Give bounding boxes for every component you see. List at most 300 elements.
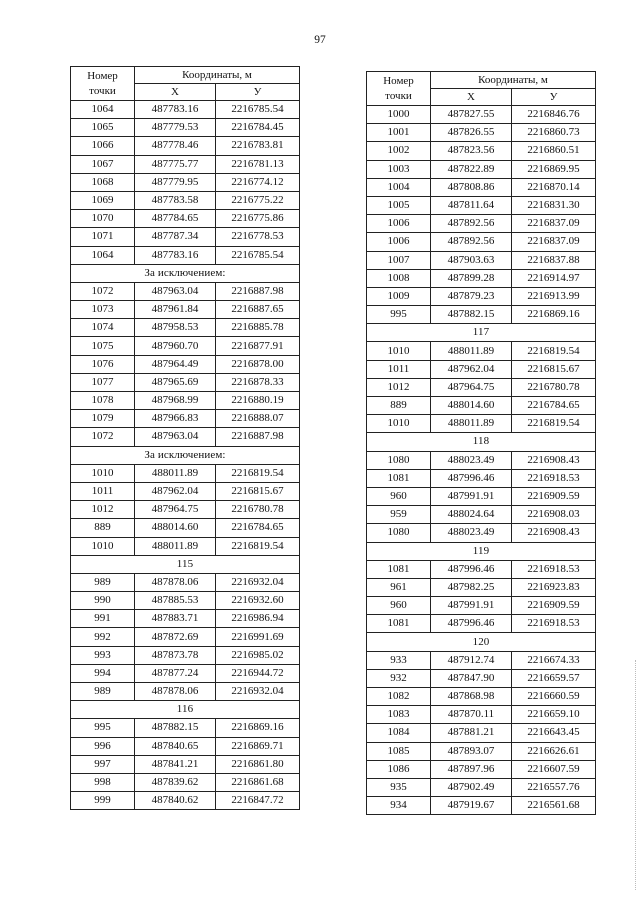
x-coordinate-cell: 487783.58 <box>135 191 216 209</box>
table-row <box>367 724 596 742</box>
table-row <box>367 451 596 469</box>
x-coordinate-cell: 487964.75 <box>135 501 216 519</box>
point-number-cell: 1084 <box>367 724 431 742</box>
y-coordinate-cell: 2216784.65 <box>512 397 596 415</box>
table-row <box>71 537 300 555</box>
table-row <box>71 773 300 791</box>
table-row <box>71 137 300 155</box>
x-coordinate-cell: 487996.46 <box>431 615 512 633</box>
y-coordinate-cell: 2216561.68 <box>512 797 596 815</box>
point-number-cell: 995 <box>367 306 431 324</box>
table-row <box>367 797 596 815</box>
y-coordinate-cell: 2216783.81 <box>216 137 300 155</box>
header-x: X <box>135 84 216 101</box>
y-coordinate-cell: 2216887.98 <box>216 428 300 446</box>
table-row <box>367 142 596 160</box>
table-row <box>367 578 596 596</box>
x-coordinate-cell: 487841.21 <box>135 755 216 773</box>
table-row <box>71 119 300 137</box>
y-coordinate-cell: 2216837.09 <box>512 215 596 233</box>
x-coordinate-cell: 487903.63 <box>431 251 512 269</box>
point-number-cell: 1012 <box>367 378 431 396</box>
point-number-cell: 1080 <box>367 451 431 469</box>
x-coordinate-cell: 487840.65 <box>135 737 216 755</box>
y-coordinate-cell: 2216869.71 <box>216 737 300 755</box>
section-row <box>367 324 596 342</box>
table-row <box>367 469 596 487</box>
table-row <box>367 487 596 505</box>
point-number-cell: 1077 <box>71 373 135 391</box>
table-row <box>71 482 300 500</box>
section-label: 117 <box>367 324 596 342</box>
y-coordinate-cell: 2216831.30 <box>512 196 596 214</box>
x-coordinate-cell: 487996.46 <box>431 560 512 578</box>
x-coordinate-cell: 487840.62 <box>135 792 216 810</box>
table-row <box>71 228 300 246</box>
y-coordinate-cell: 2216991.69 <box>216 628 300 646</box>
point-number-cell: 991 <box>71 610 135 628</box>
point-number-cell: 1009 <box>367 287 431 305</box>
table-row <box>71 392 300 410</box>
x-coordinate-cell: 487882.15 <box>135 719 216 737</box>
y-coordinate-cell: 2216918.53 <box>512 469 596 487</box>
x-coordinate-cell: 487960.70 <box>135 337 216 355</box>
x-coordinate-cell: 487892.56 <box>431 215 512 233</box>
table-row <box>71 519 300 537</box>
y-coordinate-cell: 2216643.45 <box>512 724 596 742</box>
table-row <box>71 628 300 646</box>
y-coordinate-cell: 2216870.14 <box>512 178 596 196</box>
y-coordinate-cell: 2216887.98 <box>216 282 300 300</box>
table-row <box>367 560 596 578</box>
point-number-cell: 1070 <box>71 210 135 228</box>
table-row <box>71 683 300 701</box>
y-coordinate-cell: 2216923.83 <box>512 578 596 596</box>
point-number-cell: 994 <box>71 664 135 682</box>
y-coordinate-cell: 2216607.59 <box>512 760 596 778</box>
point-number-cell: 935 <box>367 778 431 796</box>
x-coordinate-cell: 487778.46 <box>135 137 216 155</box>
y-coordinate-cell: 2216784.45 <box>216 119 300 137</box>
x-coordinate-cell: 487822.89 <box>431 160 512 178</box>
table-row <box>367 106 596 124</box>
y-coordinate-cell: 2216785.54 <box>216 246 300 264</box>
point-number-cell: 1012 <box>71 501 135 519</box>
x-coordinate-cell: 487787.34 <box>135 228 216 246</box>
x-coordinate-cell: 487965.69 <box>135 373 216 391</box>
section-row <box>367 633 596 651</box>
table-row <box>71 737 300 755</box>
section-row <box>71 264 300 282</box>
table-row <box>367 360 596 378</box>
point-number-cell: 1085 <box>367 742 431 760</box>
x-coordinate-cell: 487963.04 <box>135 282 216 300</box>
table-row <box>71 210 300 228</box>
x-coordinate-cell: 487826.55 <box>431 124 512 142</box>
x-coordinate-cell: 487839.62 <box>135 773 216 791</box>
point-number-cell: 932 <box>367 669 431 687</box>
x-coordinate-cell: 487882.15 <box>431 306 512 324</box>
x-coordinate-cell: 488011.89 <box>135 464 216 482</box>
point-number-cell: 992 <box>71 628 135 646</box>
table-row <box>367 342 596 360</box>
y-coordinate-cell: 2216819.54 <box>216 464 300 482</box>
point-number-cell: 1007 <box>367 251 431 269</box>
point-number-cell: 961 <box>367 578 431 596</box>
table-row <box>367 778 596 796</box>
x-coordinate-cell: 487919.67 <box>431 797 512 815</box>
x-coordinate-cell: 488011.89 <box>135 537 216 555</box>
point-number-cell: 998 <box>71 773 135 791</box>
x-coordinate-cell: 487879.23 <box>431 287 512 305</box>
x-coordinate-cell: 487878.06 <box>135 573 216 591</box>
y-coordinate-cell: 2216775.86 <box>216 210 300 228</box>
table-row <box>71 464 300 482</box>
x-coordinate-cell: 487775.77 <box>135 155 216 173</box>
scan-edge-artifact <box>635 660 638 890</box>
x-coordinate-cell: 487982.25 <box>431 578 512 596</box>
x-coordinate-cell: 488014.60 <box>431 397 512 415</box>
y-coordinate-cell: 2216815.67 <box>512 360 596 378</box>
point-number-cell: 997 <box>71 755 135 773</box>
y-coordinate-cell: 2216913.99 <box>512 287 596 305</box>
table-body-right <box>367 106 596 815</box>
y-coordinate-cell: 2216626.61 <box>512 742 596 760</box>
x-coordinate-cell: 487878.06 <box>135 683 216 701</box>
table-row <box>367 415 596 433</box>
table-row <box>367 688 596 706</box>
table-row <box>367 160 596 178</box>
table-row <box>71 155 300 173</box>
y-coordinate-cell: 2216674.33 <box>512 651 596 669</box>
point-number-cell: 1072 <box>71 282 135 300</box>
x-coordinate-cell: 488023.49 <box>431 524 512 542</box>
y-coordinate-cell: 2216775.22 <box>216 191 300 209</box>
table-row <box>367 597 596 615</box>
table-row <box>71 664 300 682</box>
point-number-cell: 889 <box>367 397 431 415</box>
point-number-cell: 1086 <box>367 760 431 778</box>
point-number-cell: 1010 <box>367 342 431 360</box>
point-number-cell: 1005 <box>367 196 431 214</box>
point-number-cell: 1064 <box>71 246 135 264</box>
point-number-cell: 989 <box>71 573 135 591</box>
section-row <box>71 555 300 573</box>
table-row <box>367 196 596 214</box>
point-number-cell: 1083 <box>367 706 431 724</box>
x-coordinate-cell: 487893.07 <box>431 742 512 760</box>
x-coordinate-cell: 487912.74 <box>431 651 512 669</box>
point-number-cell: 990 <box>71 592 135 610</box>
x-coordinate-cell: 487823.56 <box>431 142 512 160</box>
coordinates-table-right <box>366 71 596 815</box>
y-coordinate-cell: 2216847.72 <box>216 792 300 810</box>
y-coordinate-cell: 2216819.54 <box>512 415 596 433</box>
y-coordinate-cell: 2216846.76 <box>512 106 596 124</box>
y-coordinate-cell: 2216932.60 <box>216 592 300 610</box>
x-coordinate-cell: 487885.53 <box>135 592 216 610</box>
header-point-number: Номер точки <box>367 72 431 106</box>
point-number-cell: 1066 <box>71 137 135 155</box>
x-coordinate-cell: 487964.75 <box>431 378 512 396</box>
table-row <box>71 428 300 446</box>
point-number-cell: 1001 <box>367 124 431 142</box>
section-row <box>367 433 596 451</box>
point-number-cell: 999 <box>71 792 135 810</box>
x-coordinate-cell: 487966.83 <box>135 410 216 428</box>
point-number-cell: 1010 <box>71 464 135 482</box>
point-number-cell: 1082 <box>367 688 431 706</box>
table-row <box>71 410 300 428</box>
table-row <box>71 191 300 209</box>
x-coordinate-cell: 487873.78 <box>135 646 216 664</box>
point-number-cell: 933 <box>367 651 431 669</box>
y-coordinate-cell: 2216780.78 <box>512 378 596 396</box>
x-coordinate-cell: 487877.24 <box>135 664 216 682</box>
point-number-cell: 1078 <box>71 392 135 410</box>
table-row <box>367 306 596 324</box>
table-row <box>367 269 596 287</box>
section-label: 115 <box>71 555 300 573</box>
table-row <box>367 742 596 760</box>
x-coordinate-cell: 487784.65 <box>135 210 216 228</box>
y-coordinate-cell: 2216774.12 <box>216 173 300 191</box>
table-row <box>367 760 596 778</box>
table-row <box>71 337 300 355</box>
section-row <box>71 701 300 719</box>
y-coordinate-cell: 2216781.13 <box>216 155 300 173</box>
table-row <box>71 173 300 191</box>
section-label: 120 <box>367 633 596 651</box>
y-coordinate-cell: 2216861.68 <box>216 773 300 791</box>
y-coordinate-cell: 2216780.78 <box>216 501 300 519</box>
y-coordinate-cell: 2216819.54 <box>216 537 300 555</box>
table-row <box>367 251 596 269</box>
y-coordinate-cell: 2216785.54 <box>216 101 300 119</box>
point-number-cell: 1003 <box>367 160 431 178</box>
header-coordinates: Координаты, м <box>135 67 300 84</box>
x-coordinate-cell: 487996.46 <box>431 469 512 487</box>
x-coordinate-cell: 487811.64 <box>431 196 512 214</box>
header-y: У <box>512 89 596 106</box>
y-coordinate-cell: 2216914.97 <box>512 269 596 287</box>
table-row <box>367 124 596 142</box>
y-coordinate-cell: 2216885.78 <box>216 319 300 337</box>
point-number-cell: 1004 <box>367 178 431 196</box>
y-coordinate-cell: 2216878.00 <box>216 355 300 373</box>
y-coordinate-cell: 2216887.65 <box>216 301 300 319</box>
x-coordinate-cell: 487968.99 <box>135 392 216 410</box>
point-number-cell: 1068 <box>71 173 135 191</box>
y-coordinate-cell: 2216908.43 <box>512 524 596 542</box>
point-number-cell: 1010 <box>367 415 431 433</box>
table-row <box>367 669 596 687</box>
point-number-cell: 1011 <box>367 360 431 378</box>
point-number-cell: 960 <box>367 597 431 615</box>
table-row <box>71 373 300 391</box>
point-number-cell: 934 <box>367 797 431 815</box>
table-row <box>71 646 300 664</box>
x-coordinate-cell: 487958.53 <box>135 319 216 337</box>
table-row <box>367 233 596 251</box>
x-coordinate-cell: 487779.53 <box>135 119 216 137</box>
x-coordinate-cell: 487883.71 <box>135 610 216 628</box>
x-coordinate-cell: 487872.69 <box>135 628 216 646</box>
point-number-cell: 995 <box>71 719 135 737</box>
y-coordinate-cell: 2216557.76 <box>512 778 596 796</box>
x-coordinate-cell: 487870.11 <box>431 706 512 724</box>
y-coordinate-cell: 2216815.67 <box>216 482 300 500</box>
table-row <box>71 610 300 628</box>
x-coordinate-cell: 487847.90 <box>431 669 512 687</box>
y-coordinate-cell: 2216944.72 <box>216 664 300 682</box>
table-row <box>367 287 596 305</box>
table-body-left <box>71 101 300 810</box>
y-coordinate-cell: 2216837.88 <box>512 251 596 269</box>
y-coordinate-cell: 2216909.59 <box>512 597 596 615</box>
x-coordinate-cell: 487899.28 <box>431 269 512 287</box>
y-coordinate-cell: 2216932.04 <box>216 573 300 591</box>
y-coordinate-cell: 2216888.07 <box>216 410 300 428</box>
x-coordinate-cell: 487868.98 <box>431 688 512 706</box>
x-coordinate-cell: 488023.49 <box>431 451 512 469</box>
coordinates-table-left <box>70 66 300 810</box>
y-coordinate-cell: 2216909.59 <box>512 487 596 505</box>
table-row <box>71 573 300 591</box>
table-row <box>71 319 300 337</box>
y-coordinate-cell: 2216861.80 <box>216 755 300 773</box>
y-coordinate-cell: 2216878.33 <box>216 373 300 391</box>
section-label: 118 <box>367 433 596 451</box>
point-number-cell: 1080 <box>367 524 431 542</box>
table-row <box>71 355 300 373</box>
point-number-cell: 1079 <box>71 410 135 428</box>
point-number-cell: 1073 <box>71 301 135 319</box>
point-number-cell: 889 <box>71 519 135 537</box>
point-number-cell: 1072 <box>71 428 135 446</box>
point-number-cell: 1071 <box>71 228 135 246</box>
table-row <box>367 397 596 415</box>
point-number-cell: 1006 <box>367 215 431 233</box>
point-number-cell: 1076 <box>71 355 135 373</box>
y-coordinate-cell: 2216659.57 <box>512 669 596 687</box>
point-number-cell: 996 <box>71 737 135 755</box>
table-row <box>367 178 596 196</box>
x-coordinate-cell: 487827.55 <box>431 106 512 124</box>
header-coordinates: Координаты, м <box>431 72 596 89</box>
x-coordinate-cell: 487963.04 <box>135 428 216 446</box>
x-coordinate-cell: 487808.86 <box>431 178 512 196</box>
point-number-cell: 1065 <box>71 119 135 137</box>
table-row <box>367 378 596 396</box>
y-coordinate-cell: 2216869.16 <box>512 306 596 324</box>
y-coordinate-cell: 2216869.95 <box>512 160 596 178</box>
point-number-cell: 1008 <box>367 269 431 287</box>
table-row <box>71 792 300 810</box>
y-coordinate-cell: 2216877.91 <box>216 337 300 355</box>
y-coordinate-cell: 2216869.16 <box>216 719 300 737</box>
table-row <box>71 719 300 737</box>
x-coordinate-cell: 487964.49 <box>135 355 216 373</box>
x-coordinate-cell: 487902.49 <box>431 778 512 796</box>
y-coordinate-cell: 2216784.65 <box>216 519 300 537</box>
y-coordinate-cell: 2216860.73 <box>512 124 596 142</box>
point-number-cell: 1064 <box>71 101 135 119</box>
point-number-cell: 989 <box>71 683 135 701</box>
section-label: За исключением: <box>71 446 300 464</box>
y-coordinate-cell: 2216819.54 <box>512 342 596 360</box>
y-coordinate-cell: 2216660.59 <box>512 688 596 706</box>
x-coordinate-cell: 487892.56 <box>431 233 512 251</box>
section-row <box>367 542 596 560</box>
x-coordinate-cell: 487991.91 <box>431 487 512 505</box>
table-row <box>367 215 596 233</box>
point-number-cell: 1081 <box>367 560 431 578</box>
y-coordinate-cell: 2216778.53 <box>216 228 300 246</box>
x-coordinate-cell: 487991.91 <box>431 597 512 615</box>
y-coordinate-cell: 2216908.03 <box>512 506 596 524</box>
table-row <box>71 101 300 119</box>
table-row <box>71 501 300 519</box>
table-row <box>367 506 596 524</box>
point-number-cell: 1006 <box>367 233 431 251</box>
point-number-cell: 1010 <box>71 537 135 555</box>
header-y: У <box>216 84 300 101</box>
table-row <box>367 651 596 669</box>
y-coordinate-cell: 2216918.53 <box>512 560 596 578</box>
x-coordinate-cell: 487779.95 <box>135 173 216 191</box>
y-coordinate-cell: 2216659.10 <box>512 706 596 724</box>
point-number-cell: 1067 <box>71 155 135 173</box>
y-coordinate-cell: 2216918.53 <box>512 615 596 633</box>
table-row <box>367 706 596 724</box>
point-number-cell: 1000 <box>367 106 431 124</box>
point-number-cell: 1011 <box>71 482 135 500</box>
table-row <box>71 755 300 773</box>
x-coordinate-cell: 487962.04 <box>135 482 216 500</box>
table-row <box>367 524 596 542</box>
x-coordinate-cell: 488011.89 <box>431 415 512 433</box>
x-coordinate-cell: 487783.16 <box>135 246 216 264</box>
x-coordinate-cell: 487961.84 <box>135 301 216 319</box>
x-coordinate-cell: 487881.21 <box>431 724 512 742</box>
x-coordinate-cell: 487962.04 <box>431 360 512 378</box>
table-row <box>71 246 300 264</box>
point-number-cell: 1002 <box>367 142 431 160</box>
point-number-cell: 1075 <box>71 337 135 355</box>
x-coordinate-cell: 488024.64 <box>431 506 512 524</box>
x-coordinate-cell: 488011.89 <box>431 342 512 360</box>
table-row <box>367 615 596 633</box>
page-number: 97 <box>314 34 326 46</box>
y-coordinate-cell: 2216908.43 <box>512 451 596 469</box>
section-label: 119 <box>367 542 596 560</box>
x-coordinate-cell: 488014.60 <box>135 519 216 537</box>
table-row <box>71 282 300 300</box>
x-coordinate-cell: 487897.96 <box>431 760 512 778</box>
y-coordinate-cell: 2216985.02 <box>216 646 300 664</box>
point-number-cell: 1081 <box>367 469 431 487</box>
section-row <box>71 446 300 464</box>
y-coordinate-cell: 2216986.94 <box>216 610 300 628</box>
y-coordinate-cell: 2216932.04 <box>216 683 300 701</box>
y-coordinate-cell: 2216860.51 <box>512 142 596 160</box>
point-number-cell: 1081 <box>367 615 431 633</box>
header-x: X <box>431 89 512 106</box>
point-number-cell: 959 <box>367 506 431 524</box>
y-coordinate-cell: 2216837.09 <box>512 233 596 251</box>
x-coordinate-cell: 487783.16 <box>135 101 216 119</box>
